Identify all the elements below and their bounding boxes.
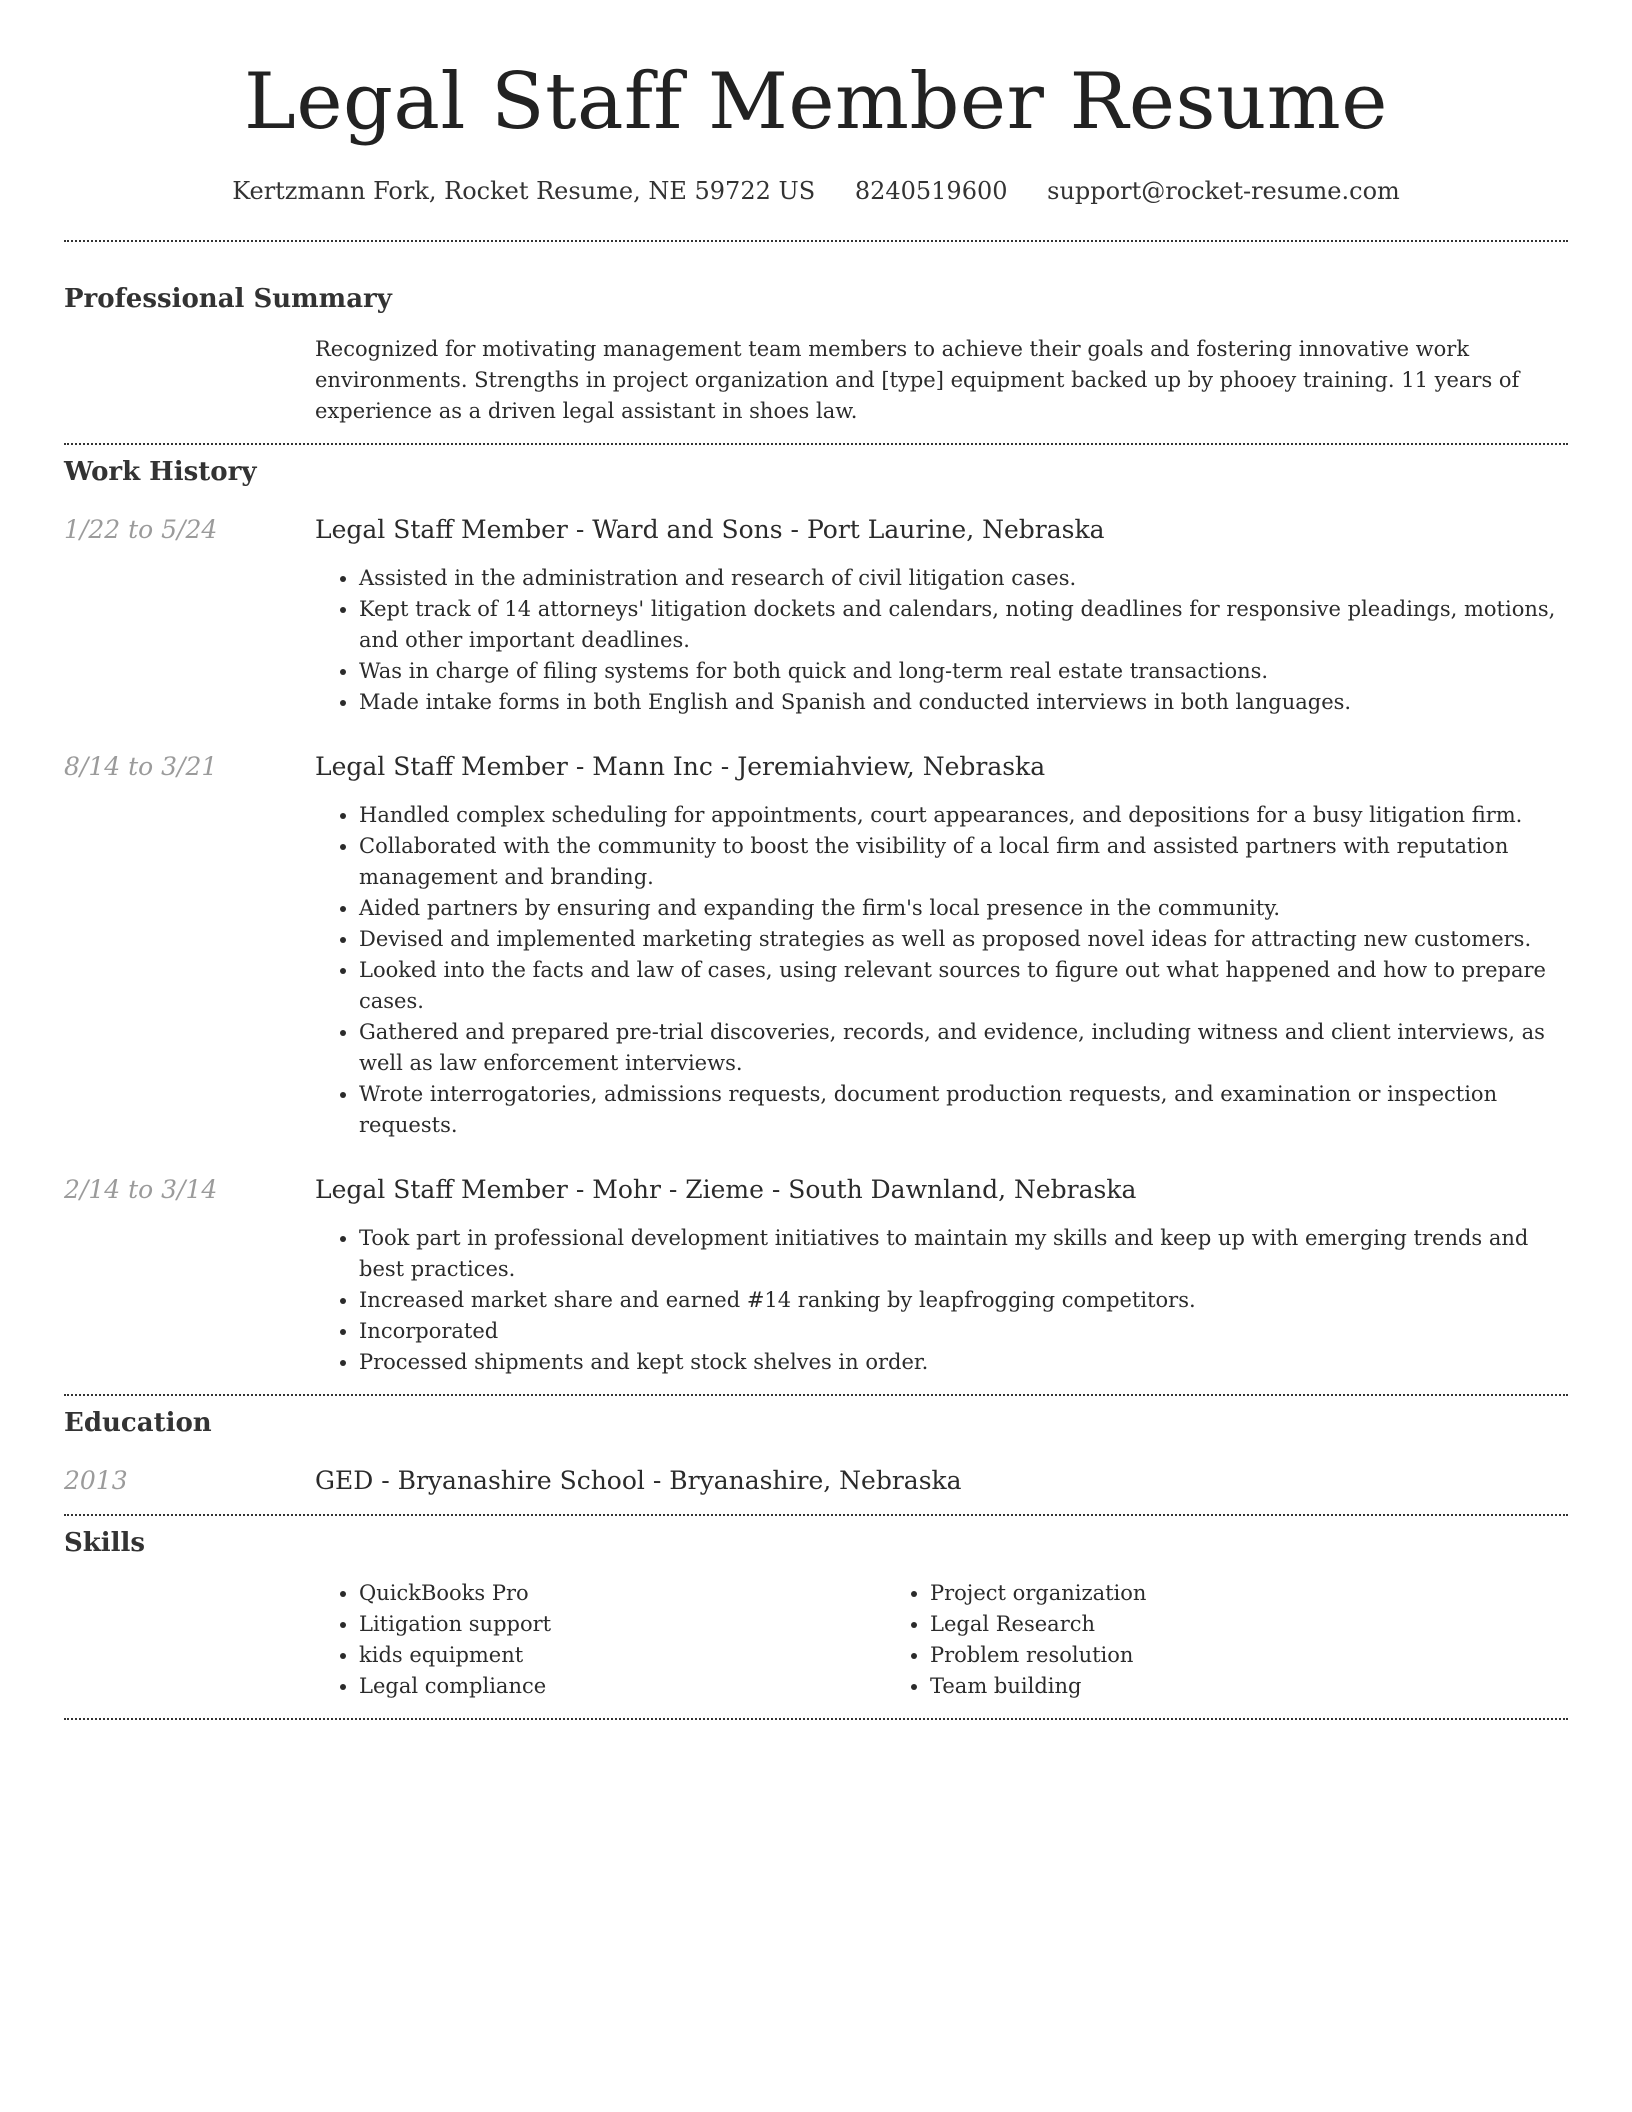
list-item: • Increased market share and earned #14 ranking by leapfrogging competitors.: [359, 1285, 1568, 1316]
contact-address: Kertzmann Fork, Rocket Resume, NE 59722 US: [232, 177, 816, 205]
education-year: 2013: [64, 1466, 128, 1495]
list-item: • Handled complex scheduling for appointments, court appearances, and depositions for a busy litigation firm.: [359, 800, 1568, 831]
skills-spacer: [64, 1578, 315, 1702]
job-bullets: [315, 563, 1568, 718]
summary-heading: Professional Summary: [64, 284, 392, 314]
work-history-section: [64, 445, 1568, 1378]
skill-item: • Litigation support: [359, 1609, 886, 1640]
skill-item: • QuickBooks Pro: [359, 1578, 886, 1609]
skills-section: [64, 1516, 1568, 1702]
skills-list-right: [886, 1578, 1457, 1702]
job-bullets: [315, 1223, 1568, 1378]
job-dates: 2/14 to 3/14: [64, 1175, 218, 1204]
skill-item: • Project organization: [930, 1578, 1457, 1609]
skill-item: • kids equipment: [359, 1640, 886, 1671]
skills-heading: Skills: [64, 1528, 146, 1558]
list-item: • Gathered and prepared pre-trial discoveries, records, and evidence, including witness and client interviews, as well as law enforcement interviews.: [359, 1017, 1568, 1079]
skill-item: • Team building: [930, 1671, 1457, 1702]
contact-line: [64, 174, 1568, 208]
list-item: • Assisted in the administration and research of civil litigation cases.: [359, 563, 1568, 594]
list-item: • Looked into the facts and law of cases, using relevant sources to figure out what happened and how to prepare cases.: [359, 955, 1568, 1017]
education-entry: [64, 1464, 1568, 1498]
work-history-heading: Work History: [64, 457, 257, 487]
job-bullets: [315, 800, 1568, 1141]
education-detail: GED - Bryanashire School - Bryanashire, Nebraska: [315, 1466, 962, 1495]
list-item: • Was in charge of filing systems for both quick and long-term real estate transactions.: [359, 656, 1568, 687]
job-entry: [64, 1173, 1568, 1378]
divider: [64, 1718, 1568, 1720]
list-item: • Wrote interrogatories, admissions requests, document production requests, and examination or inspection requests.: [359, 1079, 1568, 1141]
list-item: • Aided partners by ensuring and expanding the firm's local presence in the community.: [359, 893, 1568, 924]
list-item: • Kept track of 14 attorneys' litigation dockets and calendars, noting deadlines for responsive pleadings, motions, and other important deadlines.: [359, 594, 1568, 656]
skill-item: • Problem resolution: [930, 1640, 1457, 1671]
list-item: • Devised and implemented marketing strategies as well as proposed novel ideas for attracting new customers.: [359, 924, 1568, 955]
contact-phone: 8240519600: [854, 177, 1008, 205]
skill-item: • Legal Research: [930, 1609, 1457, 1640]
skills-list-left: [315, 1578, 886, 1702]
job-entry: [64, 513, 1568, 718]
education-section: [64, 1396, 1568, 1498]
education-heading: Education: [64, 1408, 212, 1438]
list-item: • Took part in professional development initiatives to maintain my skills and keep up with emerging trends and best practices.: [359, 1223, 1568, 1285]
list-item: • Incorporated: [359, 1316, 1568, 1347]
summary-text: Recognized for motivating management team members to achieve their goals and fostering innovative work environments. Strengths in project organization and [type] equipment backed up by phooey training. 11 years of experience as a driven legal assistant in shoes law.: [315, 337, 1520, 423]
skill-item: • Legal compliance: [359, 1671, 886, 1702]
job-entry: [64, 750, 1568, 1141]
list-item: • Made intake forms in both English and Spanish and conducted interviews in both languages.: [359, 687, 1568, 718]
contact-email: support@rocket-resume.com: [1047, 177, 1400, 205]
job-dates: 8/14 to 3/21: [64, 752, 218, 781]
list-item: • Collaborated with the community to boost the visibility of a local firm and assisted partners with reputation management and branding.: [359, 831, 1568, 893]
job-title: Legal Staff Member - Ward and Sons - Port Laurine, Nebraska: [315, 515, 1105, 544]
job-title: Legal Staff Member - Mann Inc - Jeremiahview, Nebraska: [315, 752, 1046, 781]
job-dates: 1/22 to 5/24: [64, 515, 218, 544]
job-title: Legal Staff Member - Mohr - Zieme - South Dawnland, Nebraska: [315, 1175, 1137, 1204]
summary-spacer: [64, 334, 315, 427]
resume-title: Legal Staff Member Resume: [244, 57, 1388, 147]
summary-section: [64, 242, 1568, 427]
list-item: • Processed shipments and kept stock shelves in order.: [359, 1347, 1568, 1378]
